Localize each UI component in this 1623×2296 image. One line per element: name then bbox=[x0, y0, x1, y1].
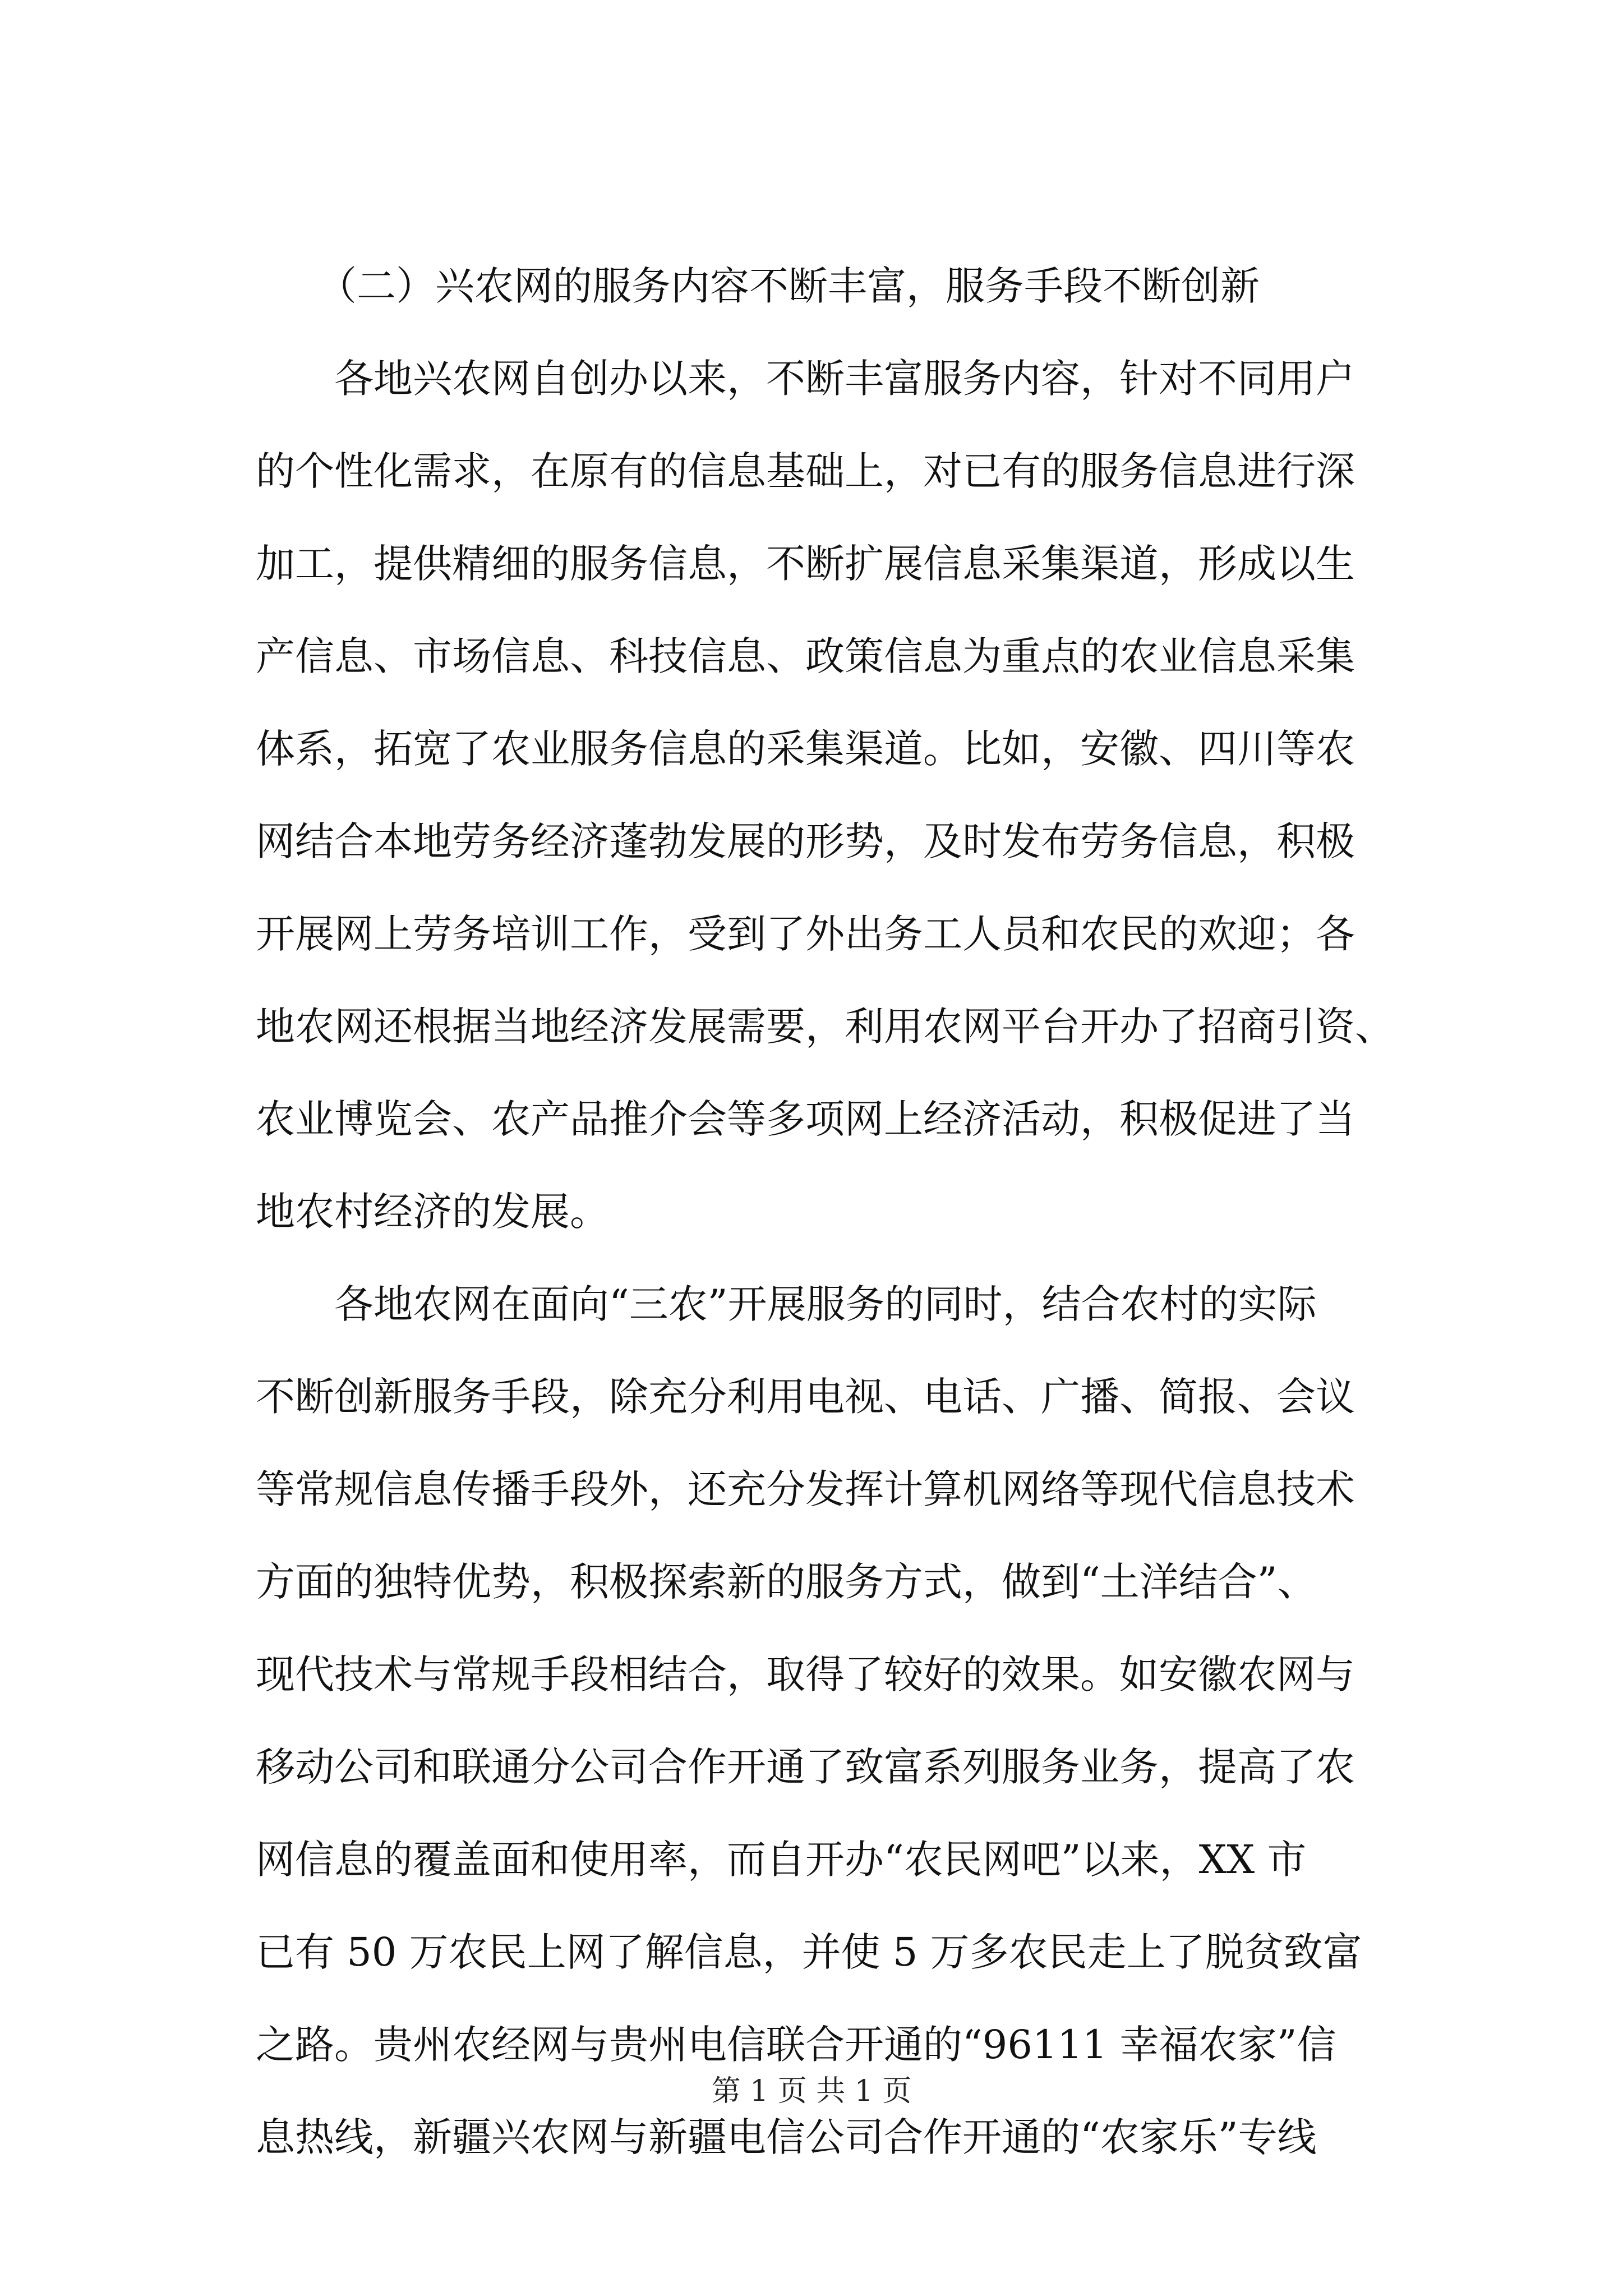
page-footer: 第 1 页 共 1 页 bbox=[711, 2074, 912, 2108]
paragraph-2-line: 方面的独特优势，积极探索新的服务方式，做到“土洋结合”、 bbox=[256, 1559, 1317, 1605]
paragraph-2-line: 之路。贵州农经网与贵州电信联合开通的“96111 幸福农家”信 bbox=[256, 2022, 1336, 2068]
paragraph-2-line: 各地农网在面向“三农”开展服务的同时，结合农村的实际 bbox=[334, 1281, 1317, 1327]
paragraph-1-line: 各地兴农网自创办以来，不断丰富服务内容，针对不同用户 bbox=[334, 356, 1355, 402]
paragraph-2-line: 不断创新服务手段，除充分利用电视、电话、广播、简报、会议 bbox=[256, 1374, 1355, 1420]
paragraph-1-line: 的个性化需求，在原有的信息基础上，对已有的服务信息进行深 bbox=[256, 448, 1355, 494]
paragraph-1-line: 产信息、市场信息、科技信息、政策信息为重点的农业信息采集 bbox=[256, 633, 1355, 679]
paragraph-1-line: 体系，拓宽了农业服务信息的采集渠道。比如，安徽、四川等农 bbox=[256, 726, 1355, 772]
paragraph-2-line: 已有 50 万农民上网了解信息，并使 5 万多农民走上了脱贫致富 bbox=[256, 1929, 1362, 1975]
paragraph-1-line: 地农网还根据当地经济发展需要，利用农网平台开办了招商引资、 bbox=[256, 1004, 1394, 1050]
paragraph-1-line: 网结合本地劳务经济蓬勃发展的形势，及时发布劳务信息，积极 bbox=[256, 818, 1355, 864]
paragraph-2-line: 网信息的覆盖面和使用率，而自开办“农民网吧”以来，XX 市 bbox=[256, 1837, 1307, 1883]
paragraph-1-line: 加工，提供精细的服务信息，不断扩展信息采集渠道，形成以生 bbox=[256, 541, 1355, 587]
paragraph-1-line: 开展网上劳务培训工作，受到了外出务工人员和农民的欢迎；各 bbox=[256, 911, 1355, 957]
paragraph-1-line: 地农村经济的发展。 bbox=[256, 1189, 609, 1235]
paragraph-2-line: 现代技术与常规手段相结合，取得了较好的效果。如安徽农网与 bbox=[256, 1651, 1355, 1697]
section-heading: （二）兴农网的服务内容不断丰富，服务手段不断创新 bbox=[317, 263, 1260, 309]
paragraph-2-line: 移动公司和联通分公司合作开通了致富系列服务业务，提高了农 bbox=[256, 1744, 1355, 1790]
paragraph-2-line: 等常规信息传播手段外，还充分发挥计算机网络等现代信息技术 bbox=[256, 1466, 1355, 1512]
paragraph-1-line: 农业博览会、农产品推介会等多项网上经济活动，积极促进了当 bbox=[256, 1096, 1355, 1142]
paragraph-2-line: 息热线，新疆兴农网与新疆电信公司合作开通的“农家乐”专线 bbox=[256, 2114, 1317, 2160]
